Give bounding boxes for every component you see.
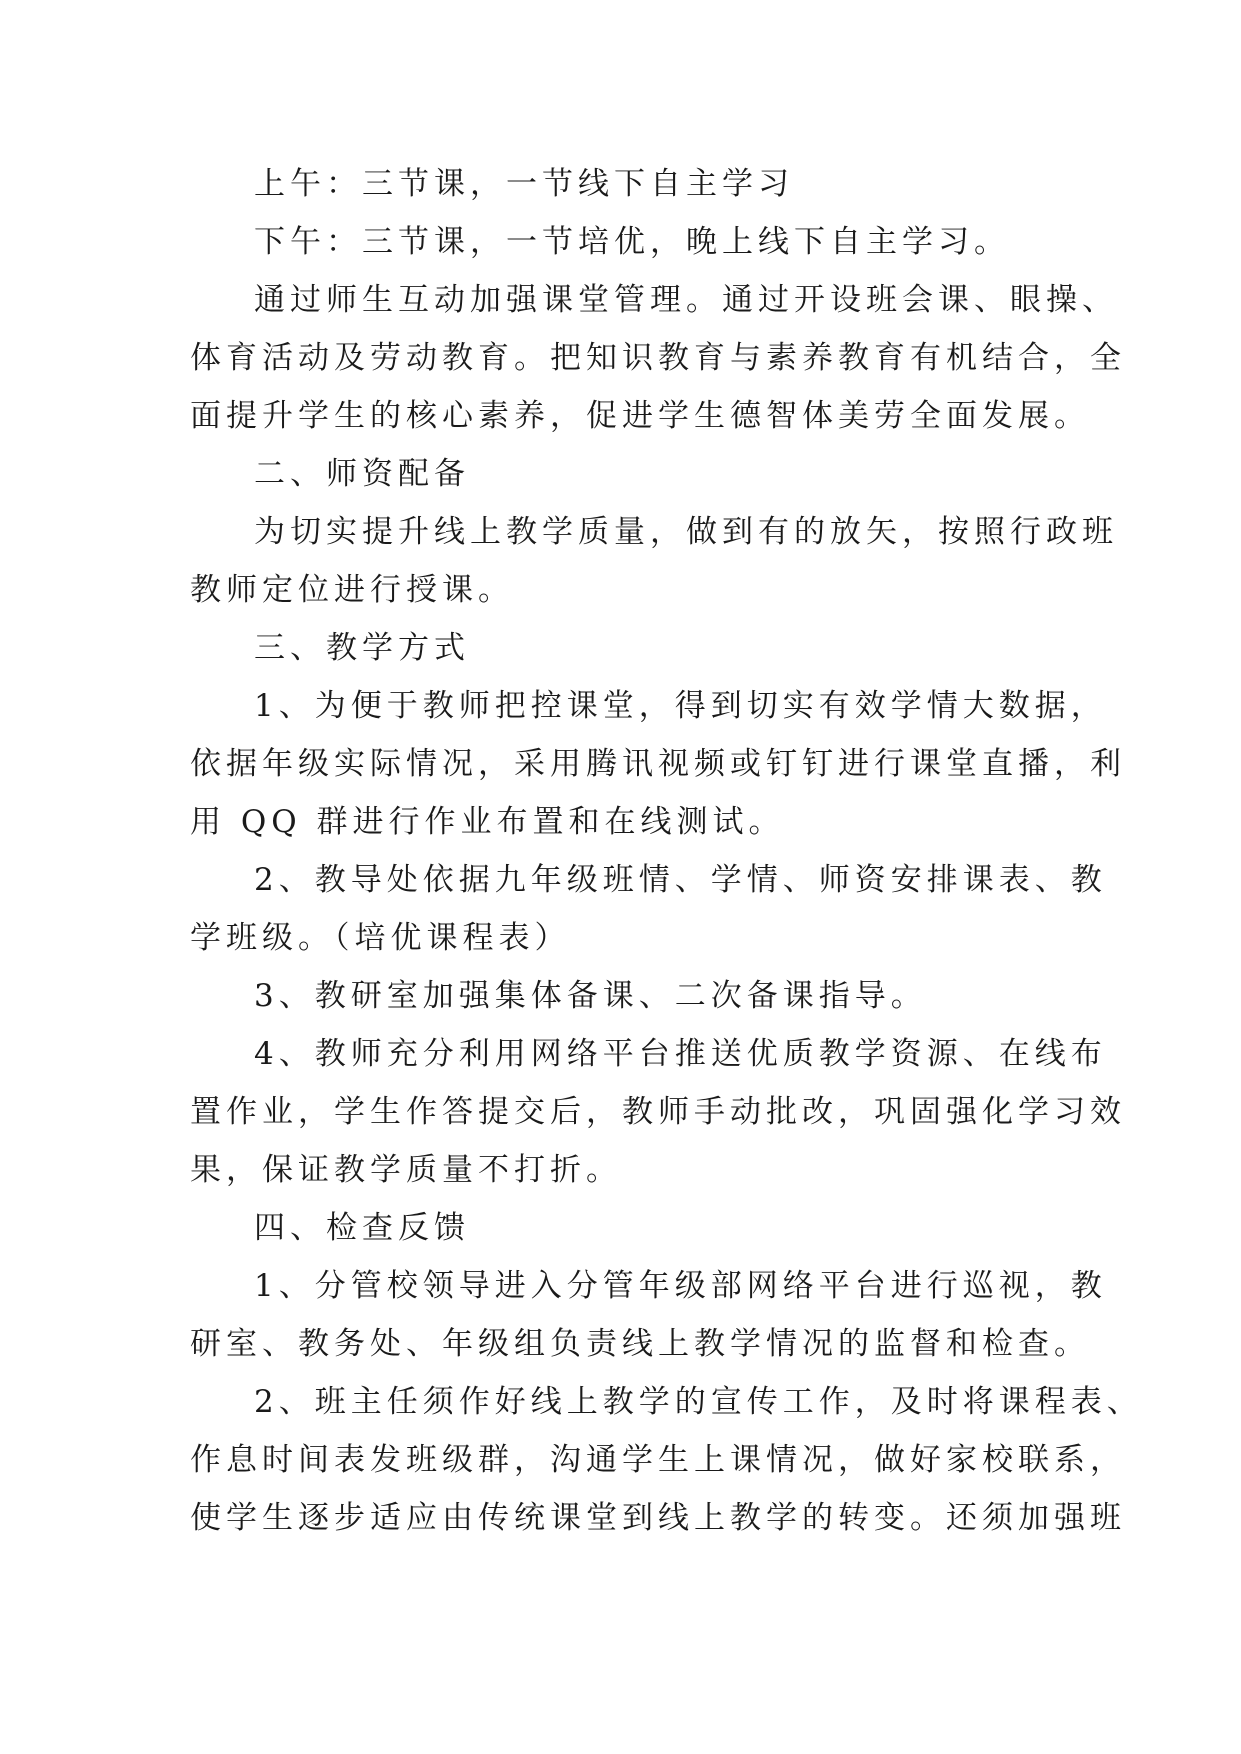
paragraph-start: 通过师生互动加强课堂管理。通过开设班会课、眼操、 [254, 282, 1118, 318]
section-heading: 二、师资配备 [254, 456, 470, 492]
paragraph-start: 为切实提升线上教学质量，做到有的放矢，按照行政班 [254, 514, 1118, 550]
list-item-start: 2、教导处依据九年级班情、学情、师资安排课表、教 [254, 862, 1107, 898]
list-item-start: 4、教师充分利用网络平台推送优质教学资源、在线布 [254, 1036, 1107, 1072]
text-line: 下午：三节课，一节培优，晚上线下自主学习。 [254, 224, 1010, 260]
text-line: 上午：三节课，一节线下自主学习 [254, 166, 794, 202]
section-heading: 四、检查反馈 [254, 1210, 470, 1246]
text-line: 体育活动及劳动教育。把知识教育与素养教育有机结合，全 [190, 340, 1126, 376]
text-line: 面提升学生的核心素养，促进学生德智体美劳全面发展。 [190, 398, 1090, 434]
text-line: 置作业，学生作答提交后，教师手动批改，巩固强化学习效 [190, 1094, 1126, 1130]
text-line: 依据年级实际情况，采用腾讯视频或钉钉进行课堂直播，利 [190, 746, 1126, 782]
text-line: 使学生逐步适应由传统课堂到线上教学的转变。还须加强班 [190, 1500, 1126, 1536]
list-item-start: 1、为便于教师把控课堂，得到切实有效学情大数据， [254, 688, 1107, 724]
text-line: 作息时间表发班级群，沟通学生上课情况，做好家校联系， [190, 1442, 1126, 1478]
list-item-start: 2、班主任须作好线上教学的宣传工作，及时将课程表、 [254, 1384, 1143, 1420]
text-line: 果，保证教学质量不打折。 [190, 1152, 622, 1188]
list-item-start: 3、教研室加强集体备课、二次备课指导。 [254, 978, 927, 1014]
list-item-start: 1、分管校领导进入分管年级部网络平台进行巡视，教 [254, 1268, 1107, 1304]
text-line: 学班级。（培优课程表） [190, 920, 571, 956]
section-heading: 三、教学方式 [254, 630, 470, 666]
text-line: 用 QQ 群进行作业布置和在线测试。 [190, 804, 785, 840]
text-line: 教师定位进行授课。 [190, 572, 514, 608]
text-line: 研室、教务处、年级组负责线上教学情况的监督和检查。 [190, 1326, 1090, 1362]
